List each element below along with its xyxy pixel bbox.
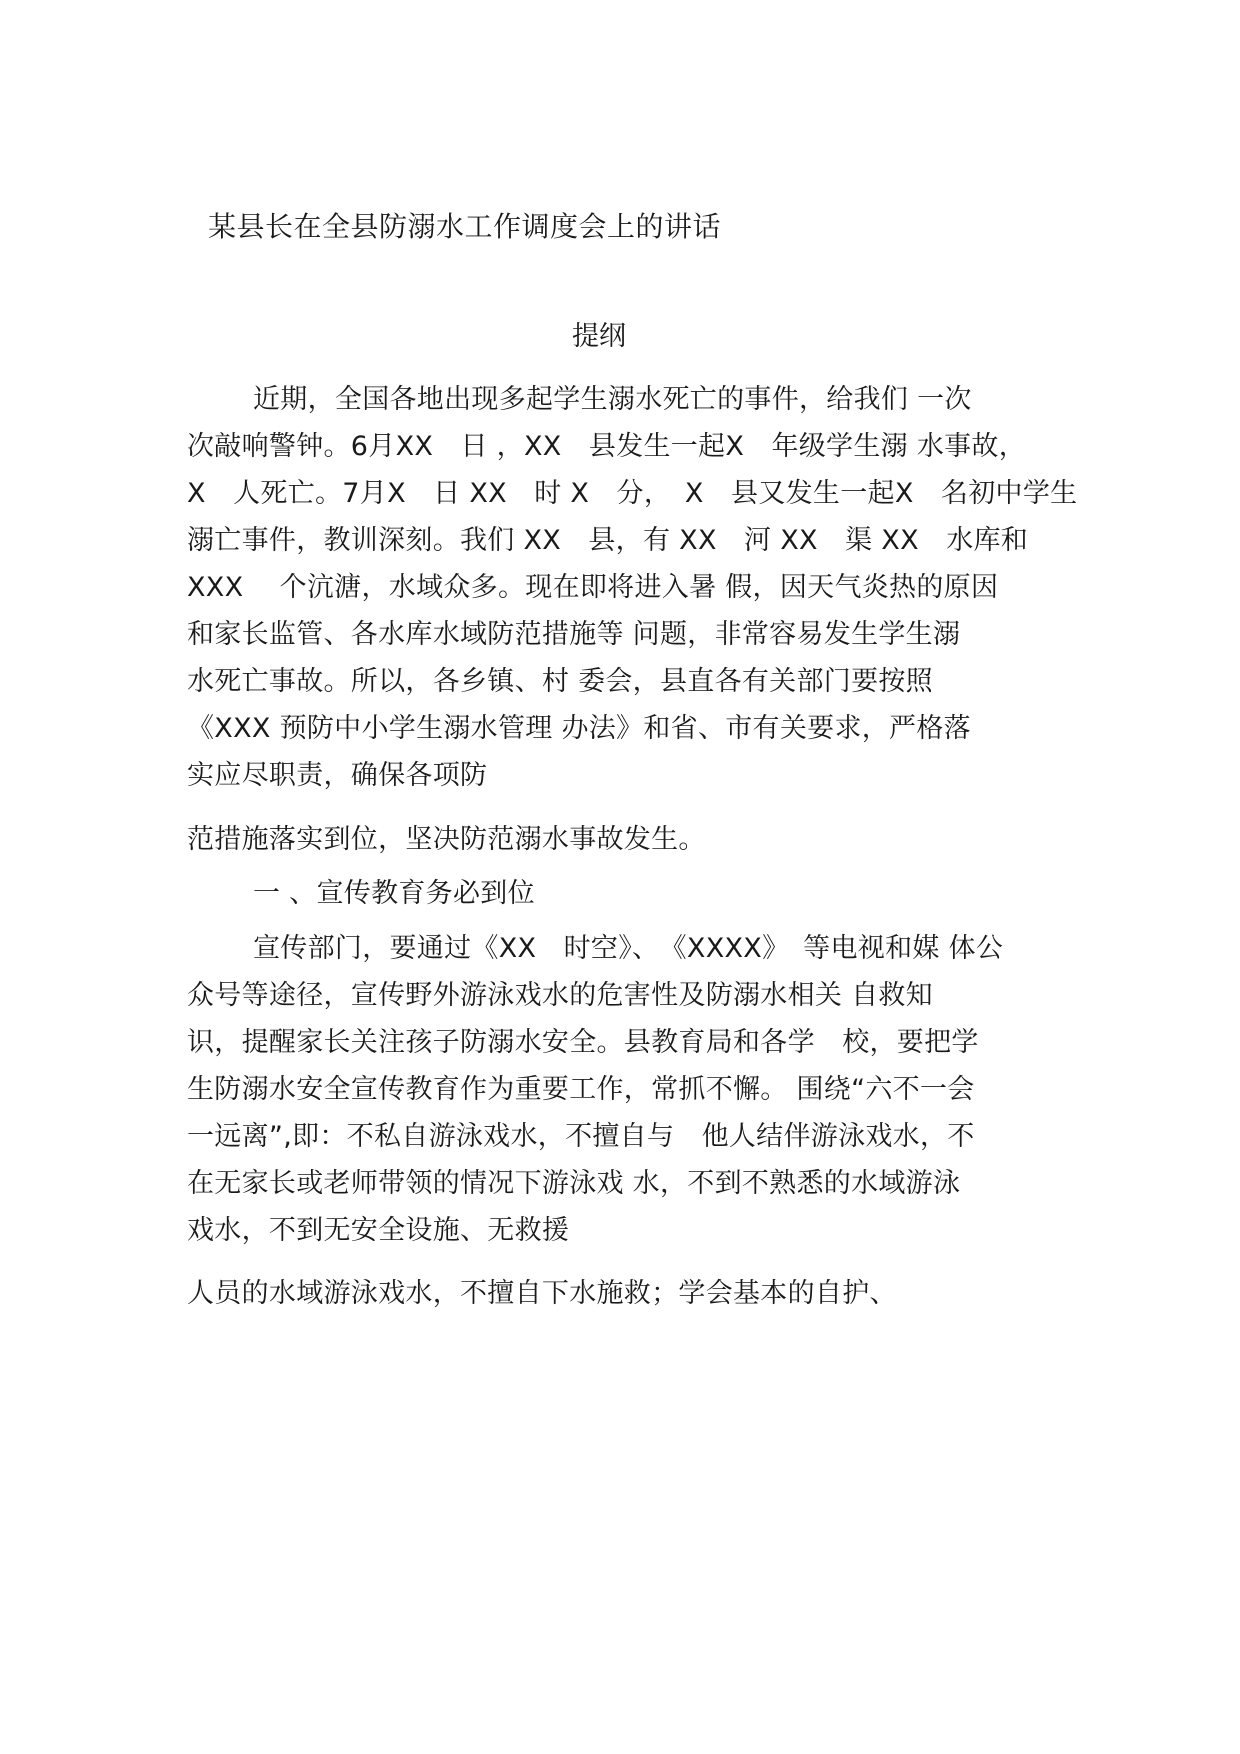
paragraph-line: 范措施落实到位，坚决防范溺水事故发生。 <box>187 824 706 855</box>
paragraph-line: 戏水，不到无安全设施、无救援 <box>187 1215 570 1246</box>
paragraph-line: 溺亡事件，教训深刻。我们 XX 县，有 XX 河 XX 渠 XX 水库和 <box>187 525 1029 556</box>
paragraph-line: 一远离”,即：不私自游泳戏水，不擅自与 他人结伴游泳戏水，不 <box>187 1121 975 1152</box>
paragraph-line: 次敲响警钟。6月XX 日 ，XX 县发生一起X 年级学生溺 水事故， <box>187 431 1027 462</box>
paragraph-line: 识，提醒家长关注孩子防溺水安全。县教育局和各学 校，要把学 <box>187 1027 979 1058</box>
paragraph-line: 《XXX 预防中小学生溺水管理 办法》和省、市有关要求，严格落 <box>187 713 971 744</box>
paragraph-line: 生防溺水安全宣传教育作为重要工作，常抓不懈。 围绕“六不一会 <box>187 1074 975 1105</box>
paragraph-line: 众号等途径，宣传野外游泳戏水的危害性及防溺水相关 自救知 <box>187 980 933 1011</box>
section-heading: 一 、宣传教育务必到位 <box>253 878 535 909</box>
paragraph-line: X 人死亡。7月X 日 XX 时 X 分， X 县又发生一起X 名初中学生 <box>187 478 1078 509</box>
paragraph-line: 宣传部门，要通过《XX 时空》、 《XXXX》 等电视和媒 体公 <box>253 933 1004 964</box>
document-subtitle: 提纲 <box>572 321 626 352</box>
document-title: 某县长在全县防溺水工作调度会上的讲话 <box>208 210 722 243</box>
paragraph-line: 实应尽职责，确保各项防 <box>187 760 488 791</box>
paragraph-line: 近期，全国各地出现多起学生溺水死亡的事件，给我们 一次 <box>253 384 972 415</box>
paragraph-line: 和家长监管、各水库水域防范措施等 问题，非常容易发生学生溺 <box>187 619 961 650</box>
paragraph-line: XXX 个沆溏，水域众多。现在即将进入暑 假，因天气炎热的原因 <box>187 572 999 603</box>
paragraph-line: 人员的水域游泳戏水，不擅自下水施救；学会基本的自护、 <box>187 1278 897 1309</box>
paragraph-line: 在无家长或老师带领的情况下游泳戏 水，不到不熟悉的水域游泳 <box>187 1168 961 1199</box>
paragraph-line: 水死亡事故。所以，各乡镇、村 委会，县直各有关部门要按照 <box>187 666 933 697</box>
